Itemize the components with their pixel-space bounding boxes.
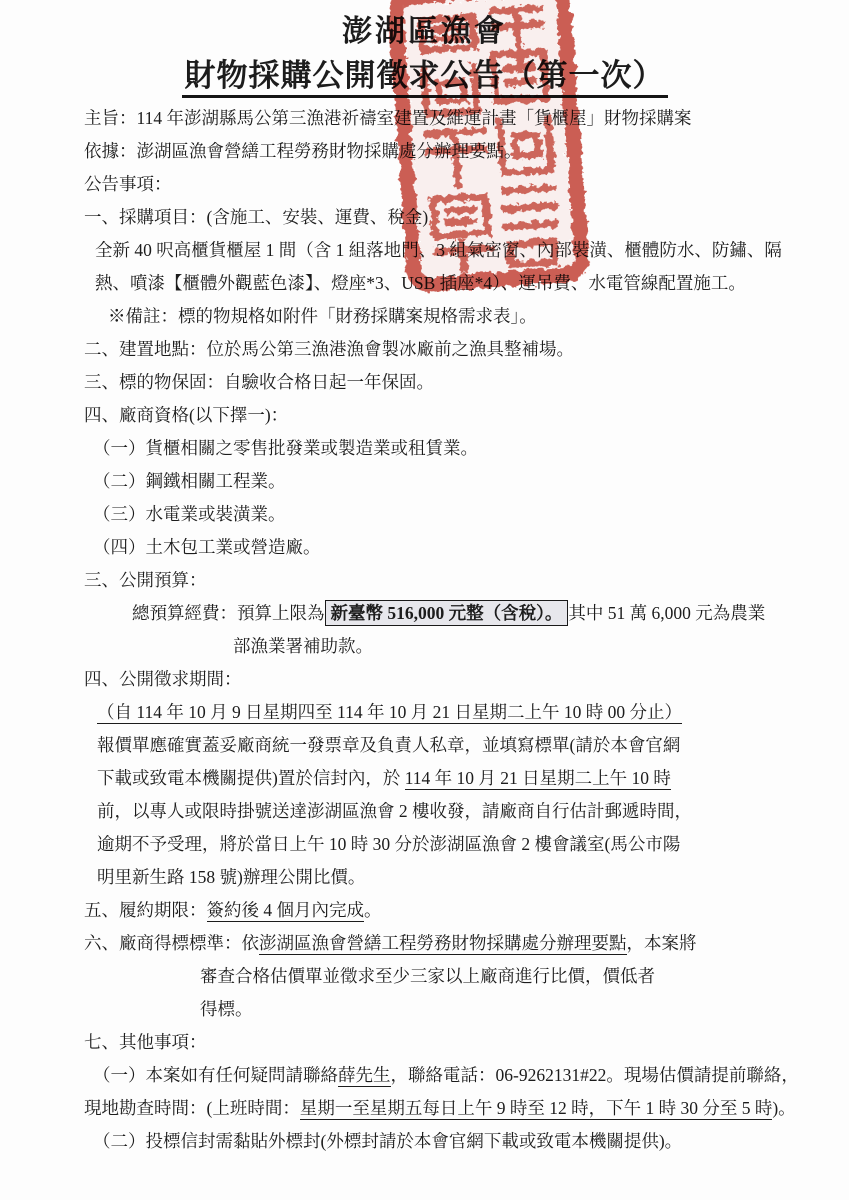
item6-underlined: 澎湖區漁會營繕工程勞務財物採購處分辦理要點 — [259, 933, 627, 953]
item4-sub1: （一）貨櫃相關之零售批發業或製造業或租賃業。 — [93, 438, 478, 458]
item6-line — [84, 927, 849, 960]
period-paragraph-line4: 逾期不予受理，將於當日上午 10 時 30 分於澎湖區漁會 2 樓會議室(馬公市陽 — [97, 834, 681, 854]
period-header: 四、公開徵求期間： — [84, 669, 242, 689]
document-title-text: 財物採購公開徵求公告（第一次） — [182, 58, 668, 98]
other1-line — [93, 1059, 849, 1092]
organization-title: 澎湖區漁會 — [342, 15, 507, 48]
item6-post-text: ，本案將 — [626, 933, 697, 953]
period-range-underlined: （自 114 年 10 月 9 日星期四至 114 年 10 月 21 日星期二上午 10 時 00 分止） — [97, 702, 682, 722]
item5-pre-text: 五、履約期限： — [84, 900, 207, 920]
item4-sub2: （二）鋼鐵相關工程業。 — [93, 471, 286, 491]
budget-continuation: 部漁業署補助款。 — [233, 636, 373, 656]
budget-pre-text: 總預算經費：預算上限為 — [132, 603, 325, 623]
item1-header: 一、採購項目：(含施工、安裝、運費、稅金) — [84, 207, 429, 227]
period-line2-pre: 下載或致電本機關提供)置於信封內，於 — [97, 768, 405, 788]
item5-underlined: 簽約後 4 個月內完成 — [206, 900, 364, 920]
survey-pre-text: 現地勘查時間：(上班時間： — [84, 1098, 300, 1118]
budget-post-text: 其中 51 萬 6,000 元為農業 — [568, 603, 766, 623]
other1-survey-line — [84, 1092, 849, 1125]
item6-pre-text: 六、廠商得標標準：依 — [84, 933, 259, 953]
other1-post-text: ，聯絡電話：06-9262131#22。現場估價請提前聯絡， — [390, 1065, 799, 1085]
other1-pre-text: （一）本案如有任何疑問請聯絡 — [93, 1065, 338, 1085]
item1-detail-line1: 全新 40 呎高櫃貨櫃屋 1 間（含 1 組落地門、3 組氣密窗、內部裝潢、櫃體防水、防鏽、隔 — [95, 240, 782, 260]
budget-header: 三、公開預算： — [84, 570, 207, 590]
item6-continuation2: 得標。 — [200, 999, 253, 1019]
other1-contact-underlined: 薛先生 — [338, 1065, 391, 1085]
budget-line — [132, 597, 849, 630]
survey-post-text: )。 — [772, 1098, 796, 1118]
item4-header: 四、廠商資格(以下擇一)： — [84, 405, 289, 425]
item4-sub4: （四）土木包工業或營造廠。 — [93, 537, 321, 557]
item4-sub3: （三）水電業或裝潢業。 — [93, 504, 286, 524]
item3-line: 三、標的物保固：自驗收合格日起一年保固。 — [84, 372, 434, 392]
basis-line: 依據：澎湖區漁會營繕工程勞務財物採購處分辦理要點。 — [84, 141, 522, 161]
period-paragraph-line3: 前，以專人或限時掛號送達澎湖區漁會 2 樓收發，請廠商自行估計郵遞時間， — [97, 801, 692, 821]
period-deadline-underlined: 114 年 10 月 21 日星期二上午 10 時 — [404, 768, 671, 788]
item7-header: 七、其他事項： — [84, 1032, 207, 1052]
period-paragraph-line1: 報價單應確實蓋妥廠商統一發票章及負責人私章，並填寫標單(請於本會官網 — [97, 735, 681, 755]
item2-line: 二、建置地點：位於馬公第三漁港漁會製冰廠前之漁具整補場。 — [84, 339, 574, 359]
item1-remark: ※備註：標的物規格如附件「財務採購案規格需求表」。 — [108, 306, 537, 326]
subject-line: 主旨：114 年澎湖縣馬公第三漁港祈禱室建置及維運計畫「貨櫃屋」財物採購案 — [84, 108, 692, 128]
document-title — [0, 54, 849, 98]
item5-line — [84, 894, 849, 927]
budget-amount-highlight: 新臺幣 516,000 元整（含稅）。 — [325, 600, 569, 626]
period-paragraph-line5: 明里新生路 158 號)辦理公開比價。 — [97, 867, 366, 887]
document-header — [0, 12, 849, 98]
item5-post-text: 。 — [364, 900, 382, 920]
period-range-line — [97, 696, 849, 729]
announcement-label: 公告事項： — [84, 174, 172, 194]
other2-line: （二）投標信封需黏貼外標封(外標封請於本會官網下載或致電本機關提供)。 — [93, 1131, 683, 1151]
period-paragraph-line2 — [97, 762, 849, 795]
item6-continuation1: 審查合格估價單並徵求至少三家以上廠商進行比價，價低者 — [200, 966, 655, 986]
item1-detail-line2: 熱、噴漆【櫃體外觀藍色漆】、燈座*3、USB 插座*4）、運吊費、水電管線配置施工。 — [95, 273, 746, 293]
document-body — [0, 102, 849, 1158]
survey-hours-underlined: 星期一至星期五每日上午 9 時至 12 時，下午 1 時 30 分至 5 時 — [299, 1098, 773, 1118]
